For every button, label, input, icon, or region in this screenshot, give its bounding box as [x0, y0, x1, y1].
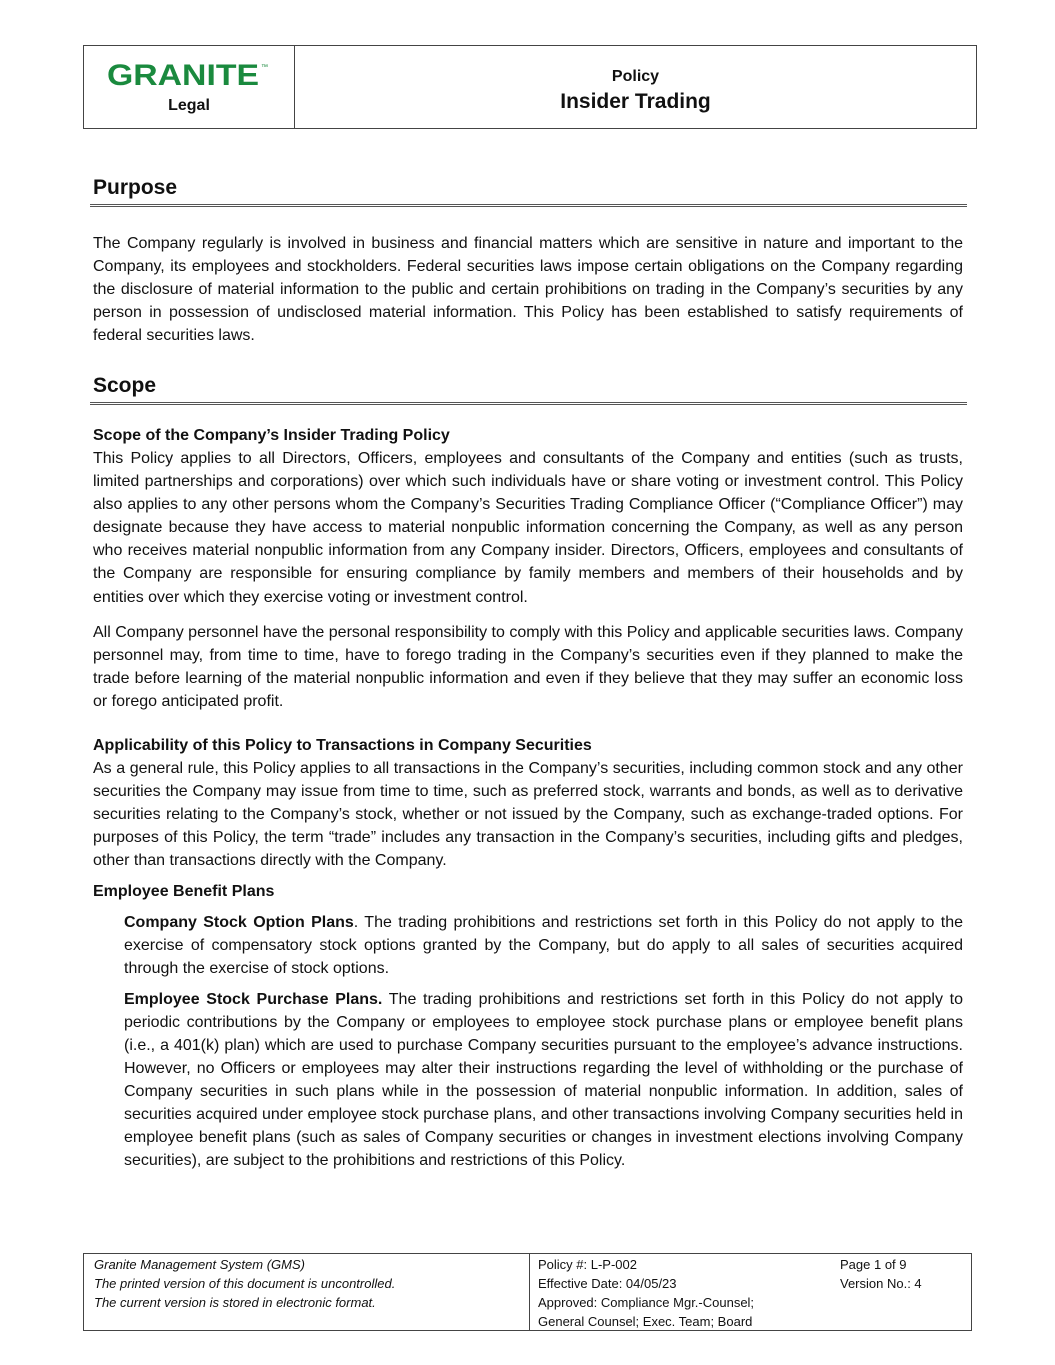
stock-option-plans-text: . The trading prohibitions and restrictions set forth in this Policy do not apply to the exercise of compensatory stock options granted by the Company, but do apply to all sales of securities acquired through the exercise of stock options. — [124, 913, 963, 977]
espp-label: Employee Stock Purchase Plans. — [124, 990, 383, 1008]
document-header — [83, 45, 977, 129]
approved-by-line-2: General Counsel; Exec. Team; Board — [538, 1314, 753, 1329]
footer-policy-cell — [530, 1254, 830, 1330]
espp-text: The trading prohibitions and restrictions set forth in this Policy do not apply to periodic contributions by the Company or employees to employee stock purchase plans or employee benefit plans (i.e., a 401(k) plan) which are used to purchase Company securities pursuant to the employee’s advance instructions. However, no Officers or employees may alter their instructions regarding the level of withholding or the purchase of Company securities in such plans while in the possession of material nonpublic information. In addition, sales of securities acquired under employee stock purchase plans, and other transactions involving Company securities held in employee benefit plans (such as sales of Company securities or changes in investment elections involving Company securities), are subject to the prohibitions and restrictions of this Policy. — [124, 990, 963, 1170]
svg-text:™: ™ — [261, 64, 268, 71]
scope-paragraph-1: This Policy applies to all Directors, Officers, employees and consultants of the Company and entities (such as trusts, limited partnerships and corporations) over which such individuals have or share voting or investment control. This Policy also applies to any other persons whom the Company’s Securities Trading Compliance Officer (“Compliance Officer”) may designate because they have access to material nonpublic information concerning the Company, as well as any person who receives material nonpublic information from any Company insider. Directors, Officers, employees and consultants of the Company are responsible for ensuring compliance by family members and members of their households and by entities over which they exercise voting or investment control. — [93, 450, 963, 606]
footer-page-cell — [830, 1254, 971, 1330]
footer-notice-cell — [84, 1254, 530, 1330]
header-logo-cell — [84, 46, 295, 128]
version-number: Version No.: 4 — [840, 1276, 922, 1291]
stock-option-plans-paragraph — [93, 911, 963, 980]
scope-section — [93, 424, 963, 1173]
applicability-subheading: Applicability of this Policy to Transactions in Company Securities — [93, 737, 592, 755]
svg-text:GRANITE: GRANITE — [107, 61, 259, 91]
purpose-heading: Purpose — [90, 176, 967, 207]
policy-number: Policy #: L-P-002 — [538, 1257, 637, 1272]
document-footer — [83, 1253, 972, 1331]
scope-heading: Scope — [90, 374, 967, 405]
document-title: Insider Trading — [560, 90, 711, 113]
document-type: Policy — [611, 68, 660, 85]
approved-by-line-1: Approved: Compliance Mgr.-Counsel; — [538, 1295, 755, 1310]
footer-uncontrolled-note: The printed version of this document is uncontrolled. — [94, 1276, 396, 1291]
department-label: Legal — [168, 97, 210, 114]
purpose-text: The Company regularly is involved in business and financial matters which are sensitive in nature and important to the Company, its employees and stockholders. Federal securities laws impose certain obligations on the Company regarding the disclosure of material information to the public and certain prohibitions on trading in the Company’s securities by any person in possession of undisclosed material information. This Policy has been established to satisfy requirements of federal securities laws. — [93, 235, 963, 345]
benefit-plans-subheading: Employee Benefit Plans — [93, 882, 275, 900]
footer-electronic-note: The current version is stored in electronic format. — [94, 1295, 376, 1310]
scope-subheading: Scope of the Company’s Insider Trading Policy — [93, 427, 450, 444]
scope-paragraph-2: All Company personnel have the personal responsibility to comply with this Policy and applicable securities laws. Company personnel may, from time to time, have to forego trading in the Company’s securities even if they planned to make the trade before learning of the material nonpublic information and even if they believe that they may suffer an economic loss or forego anticipated profit. — [93, 623, 963, 710]
purpose-section — [93, 232, 963, 347]
granite-logo — [105, 61, 273, 91]
applicability-paragraph: As a general rule, this Policy applies to all transactions in the Company’s securities, including common stock and any other securities the Company may issue from time to time, such as preferred stock, warrants and bonds, as well as to derivative securities relating to the Company’s stock, whether or not issued by the Company, such as exchange-traded options. For purposes of this Policy, the term “trade” includes any transaction in the Company’s securities, including gifts and pledges, other than transactions directly with the Company. — [93, 760, 963, 870]
espp-paragraph — [93, 988, 963, 1173]
effective-date: Effective Date: 04/05/23 — [538, 1276, 677, 1291]
header-title-cell — [295, 46, 976, 128]
stock-option-plans-label: Company Stock Option Plans — [124, 913, 354, 931]
footer-system-name: Granite Management System (GMS) — [94, 1257, 305, 1272]
page-number: Page 1 of 9 — [840, 1257, 907, 1272]
